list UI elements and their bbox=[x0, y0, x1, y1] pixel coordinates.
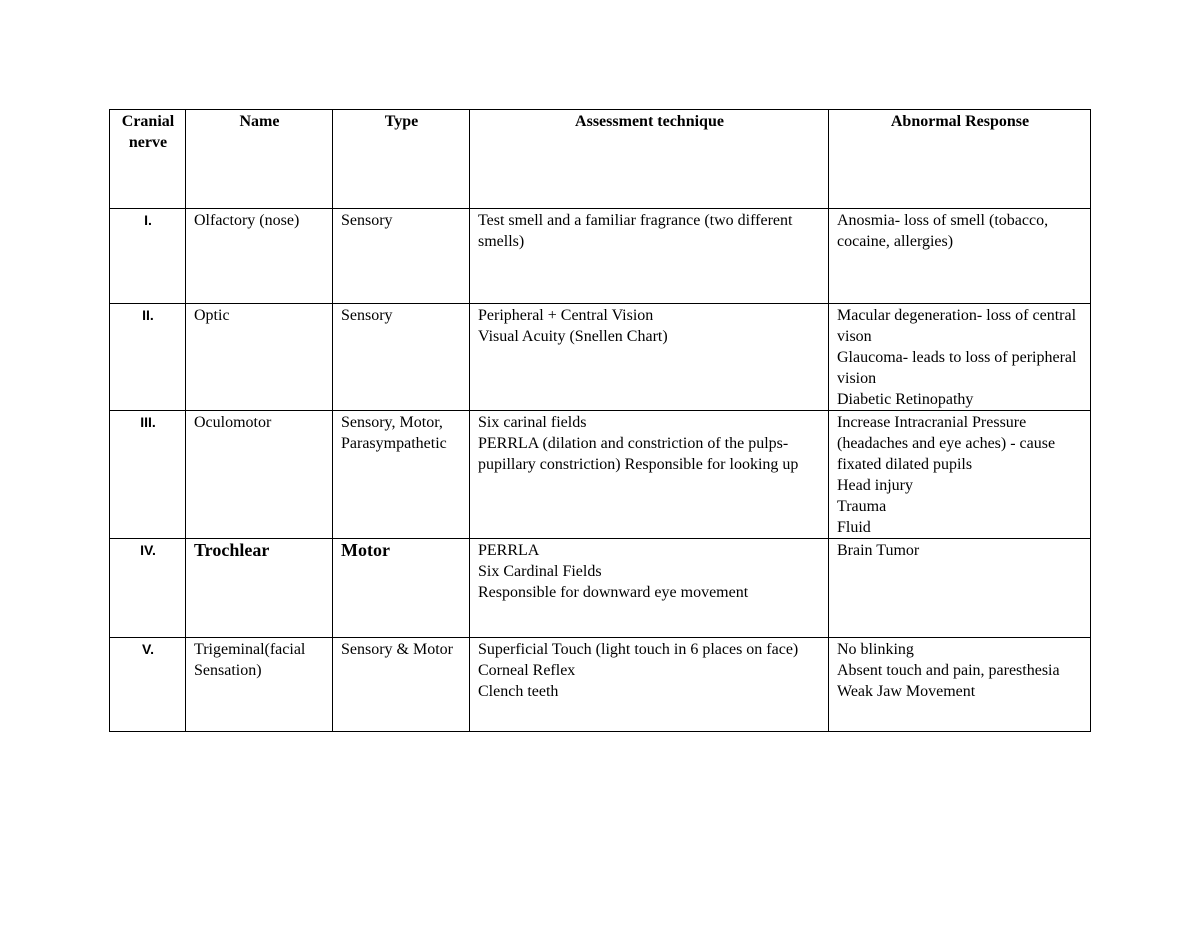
nerve-name: Trochlear bbox=[186, 539, 333, 638]
header-cranial-nerve: Cranial nerve bbox=[110, 110, 186, 209]
assessment-line: Six Cardinal Fields bbox=[478, 563, 602, 580]
assessment-line: Responsible for downward eye movement bbox=[478, 584, 749, 601]
abnormal-line: Brain Tumor bbox=[837, 542, 920, 559]
abnormal-response-cell bbox=[829, 539, 1091, 638]
table-row bbox=[110, 411, 1091, 539]
table-row bbox=[110, 304, 1091, 411]
assessment-line: Clench teeth bbox=[478, 683, 559, 700]
assessment-line: PERRLA bbox=[478, 542, 540, 559]
assessment-line: Six carinal fields bbox=[478, 414, 587, 431]
header-type: Type bbox=[333, 110, 470, 209]
assessment-line: Peripheral + Central Vision bbox=[478, 307, 654, 324]
abnormal-line: Diabetic Retinopathy bbox=[837, 391, 974, 408]
abnormal-line: Anosmia- loss of smell (tobacco, cocaine, allergies) bbox=[837, 212, 1053, 250]
nerve-number: V. bbox=[110, 638, 186, 732]
abnormal-line: Head injury bbox=[837, 477, 913, 494]
assessment-technique-cell bbox=[470, 304, 829, 411]
nerve-number: III. bbox=[110, 411, 186, 539]
table-row bbox=[110, 638, 1091, 732]
assessment-line: Superficial Touch (light touch in 6 places on face) bbox=[478, 641, 799, 658]
abnormal-response-cell bbox=[829, 304, 1091, 411]
assessment-technique-cell bbox=[470, 638, 829, 732]
nerve-name: Optic bbox=[186, 304, 333, 411]
nerve-number: IV. bbox=[110, 539, 186, 638]
nerve-number: II. bbox=[110, 304, 186, 411]
assessment-line: Corneal Reflex bbox=[478, 662, 576, 679]
nerve-name: Olfactory (nose) bbox=[186, 209, 333, 304]
nerve-type: Sensory & Motor bbox=[333, 638, 470, 732]
assessment-technique-cell bbox=[470, 411, 829, 539]
abnormal-line: Fluid bbox=[837, 519, 871, 536]
header-assessment-technique: Assessment technique bbox=[470, 110, 829, 209]
nerve-name: Trigeminal(facial Sensation) bbox=[186, 638, 333, 732]
table-row bbox=[110, 539, 1091, 638]
abnormal-response-cell bbox=[829, 638, 1091, 732]
abnormal-line: Macular degeneration- loss of central vison bbox=[837, 307, 1081, 345]
abnormal-response-cell bbox=[829, 209, 1091, 304]
assessment-line: Test smell and a familiar fragrance (two different smells) bbox=[478, 212, 797, 250]
assessment-technique-cell bbox=[470, 539, 829, 638]
abnormal-line: Absent touch and pain, paresthesia bbox=[837, 662, 1060, 679]
nerve-name: Oculomotor bbox=[186, 411, 333, 539]
abnormal-line: Glaucoma- leads to loss of peripheral vision bbox=[837, 349, 1081, 387]
abnormal-line: Trauma bbox=[837, 498, 887, 515]
assessment-line: Visual Acuity (Snellen Chart) bbox=[478, 328, 668, 345]
abnormal-line: No blinking bbox=[837, 641, 914, 658]
nerve-type: Sensory bbox=[333, 209, 470, 304]
nerve-type: Sensory, Motor, Parasympathetic bbox=[333, 411, 470, 539]
cranial-nerves-table bbox=[109, 109, 1091, 732]
table-row bbox=[110, 209, 1091, 304]
abnormal-line: Increase Intracranial Pressure (headaches and eye aches) - cause fixated dilated pupils bbox=[837, 414, 1060, 473]
nerve-type: Sensory bbox=[333, 304, 470, 411]
abnormal-response-cell bbox=[829, 411, 1091, 539]
abnormal-line: Weak Jaw Movement bbox=[837, 683, 976, 700]
header-name: Name bbox=[186, 110, 333, 209]
header-abnormal-response: Abnormal Response bbox=[829, 110, 1091, 209]
table-header-row bbox=[110, 110, 1091, 209]
assessment-technique-cell bbox=[470, 209, 829, 304]
nerve-type: Motor bbox=[333, 539, 470, 638]
nerve-number: I. bbox=[110, 209, 186, 304]
assessment-line: PERRLA (dilation and constriction of the pulps- pupillary constriction) Responsible for looking up bbox=[478, 435, 799, 473]
